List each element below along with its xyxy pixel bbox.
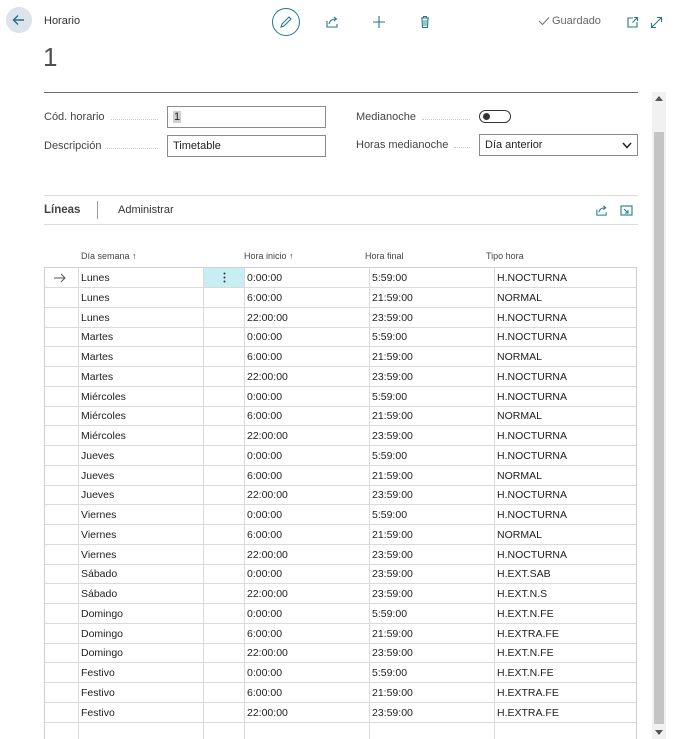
tipo-hora-cell[interactable]: H.NOCTURNA xyxy=(497,548,567,561)
trash-icon xyxy=(418,15,432,29)
lines-share-button[interactable] xyxy=(592,201,610,219)
codigo-horario-field[interactable] xyxy=(167,106,326,128)
hora-inicio-cell[interactable]: 22:00:00 xyxy=(247,588,288,600)
col-header-dia-semana[interactable]: Día semana ↑ xyxy=(81,251,137,261)
table-row[interactable] xyxy=(45,643,637,663)
dia-semana-cell[interactable]: Miércoles xyxy=(81,390,126,403)
tipo-hora-cell[interactable]: H.EXTRA.FE xyxy=(497,686,559,699)
hora-inicio-cell[interactable]: 22:00:00 xyxy=(247,430,288,442)
table-row[interactable] xyxy=(45,406,637,426)
table-row[interactable] xyxy=(45,683,637,703)
table-row[interactable] xyxy=(45,525,637,545)
medianoche-label xyxy=(356,111,476,123)
hora-inicio-cell[interactable]: 0:00:00 xyxy=(247,568,283,581)
col-header-tipo-hora[interactable]: Tipo hora xyxy=(486,251,524,261)
empty-new-row[interactable] xyxy=(45,722,637,739)
lines-action-separator xyxy=(97,201,98,219)
hora-final-cell[interactable]: 23:59:00 xyxy=(372,706,413,719)
leader-dots xyxy=(111,119,158,120)
hora-inicio-cell[interactable]: 22:00:00 xyxy=(247,489,288,502)
dia-semana-cell[interactable]: Viernes xyxy=(81,528,117,541)
tipo-hora-cell[interactable]: H.NOCTURNA xyxy=(497,489,567,502)
hora-final-cell[interactable]: 21:59:00 xyxy=(372,528,413,541)
caret-up-icon xyxy=(655,95,663,101)
dia-semana-cell[interactable]: Viernes xyxy=(81,548,117,561)
medianoche-toggle[interactable] xyxy=(479,110,511,123)
table-row[interactable] xyxy=(45,308,637,328)
header-divider xyxy=(44,92,638,93)
tipo-hora-cell[interactable]: H.EXT.N.FE xyxy=(497,667,554,679)
dia-semana-cell[interactable]: Lunes xyxy=(81,311,110,324)
table-row[interactable] xyxy=(45,485,637,505)
hora-final-cell[interactable]: 23:59:00 xyxy=(372,489,413,502)
dia-semana-cell[interactable]: Domingo xyxy=(81,647,124,660)
dia-semana-cell[interactable]: Festivo xyxy=(81,667,115,679)
lines-top-divider xyxy=(44,195,638,196)
dia-semana-cell[interactable]: Martes xyxy=(81,331,114,344)
hora-final-cell[interactable]: 21:59:00 xyxy=(372,291,413,304)
dia-semana-cell[interactable]: Jueves xyxy=(81,469,115,482)
dia-semana-cell[interactable]: Jueves xyxy=(81,489,115,502)
hora-final-cell[interactable]: 5:59:00 xyxy=(372,449,408,462)
hora-inicio-cell[interactable]: 0:00:00 xyxy=(247,272,283,284)
expand-button[interactable] xyxy=(646,12,666,32)
table-row[interactable] xyxy=(45,703,637,723)
dia-semana-cell[interactable]: Lunes xyxy=(81,291,110,304)
col-header-hora-final[interactable]: Hora final xyxy=(365,251,404,261)
hora-final-cell[interactable]: 5:59:00 xyxy=(372,509,408,521)
lines-collapse-button[interactable] xyxy=(617,201,635,219)
codigo-horario-label-text: Cód. horario xyxy=(44,111,105,123)
hora-final-cell[interactable]: 21:59:00 xyxy=(372,469,413,482)
row-actions-menu-button[interactable] xyxy=(204,268,244,287)
hora-final-cell[interactable]: 23:59:00 xyxy=(372,548,413,561)
scrollbar-thumb[interactable] xyxy=(654,132,664,724)
lines-header-divider xyxy=(44,224,638,225)
hora-inicio-cell[interactable]: 22:00:00 xyxy=(247,370,288,383)
tipo-hora-cell[interactable]: NORMAL xyxy=(497,351,542,363)
tipo-hora-cell[interactable]: NORMAL xyxy=(497,528,542,541)
saved-label: Guardado xyxy=(552,15,601,27)
tipo-hora-cell[interactable]: H.NOCTURNA xyxy=(497,430,567,442)
table-row[interactable] xyxy=(45,624,637,644)
open-new-window-button[interactable] xyxy=(622,12,642,32)
tipo-hora-cell[interactable]: H.NOCTURNA xyxy=(497,272,567,284)
dia-semana-cell[interactable]: Lunes xyxy=(81,272,110,284)
hora-final-cell[interactable]: 21:59:00 xyxy=(372,627,413,640)
hora-inicio-cell[interactable]: 6:00:00 xyxy=(247,528,283,541)
hora-final-cell[interactable]: 21:59:00 xyxy=(372,686,413,699)
codigo-horario-label xyxy=(44,111,164,123)
tipo-hora-cell[interactable]: H.EXT.N.FE xyxy=(497,647,554,660)
hora-inicio-cell[interactable]: 6:00:00 xyxy=(247,410,283,423)
descripcion-label-text: Descripción xyxy=(44,140,102,152)
dia-semana-cell[interactable]: Jueves xyxy=(81,449,115,462)
dia-semana-cell[interactable]: Martes xyxy=(81,351,114,363)
hora-inicio-cell[interactable]: 22:00:00 xyxy=(247,548,288,561)
dia-semana-cell[interactable]: Miércoles xyxy=(81,430,126,442)
pencil-icon xyxy=(279,15,293,29)
tipo-hora-cell[interactable]: H.NOCTURNA xyxy=(497,449,567,462)
table-row[interactable] xyxy=(45,446,637,466)
table-row[interactable] xyxy=(45,545,637,565)
dia-semana-cell[interactable]: Domingo xyxy=(81,607,124,620)
table-row[interactable] xyxy=(45,327,637,347)
share-button[interactable] xyxy=(322,12,342,32)
hora-final-cell[interactable]: 23:59:00 xyxy=(372,311,413,324)
tipo-hora-cell[interactable]: H.EXT.N.FE xyxy=(497,607,554,620)
scroll-down-arrow[interactable] xyxy=(654,728,664,738)
edit-button[interactable] xyxy=(272,8,300,36)
horas-medianoche-label xyxy=(356,139,476,151)
table-row[interactable] xyxy=(45,466,637,486)
tipo-hora-cell[interactable]: NORMAL xyxy=(497,291,542,304)
hora-inicio-cell[interactable]: 6:00:00 xyxy=(247,686,283,699)
hora-final-cell[interactable]: 5:59:00 xyxy=(372,667,408,679)
more-vertical-icon xyxy=(223,272,226,283)
dia-semana-cell[interactable]: Festivo xyxy=(81,706,115,719)
saved-status xyxy=(538,15,601,27)
tipo-hora-cell[interactable]: H.EXT.N.S xyxy=(497,588,548,600)
table-row[interactable] xyxy=(45,387,637,407)
plus-icon xyxy=(372,15,386,29)
toggle-knob xyxy=(483,113,490,120)
hora-final-cell[interactable]: 5:59:00 xyxy=(372,331,408,344)
tipo-hora-cell[interactable]: NORMAL xyxy=(497,410,542,423)
table-row[interactable] xyxy=(45,347,637,367)
table-row[interactable] xyxy=(45,268,637,288)
hora-inicio-cell[interactable]: 0:00:00 xyxy=(247,607,283,620)
table-row[interactable] xyxy=(45,663,637,683)
collapse-icon xyxy=(620,204,633,217)
hora-final-cell[interactable]: 23:59:00 xyxy=(372,647,413,660)
hora-inicio-cell[interactable]: 22:00:00 xyxy=(247,706,288,719)
hora-inicio-cell[interactable]: 22:00:00 xyxy=(247,311,288,324)
hora-inicio-cell[interactable]: 6:00:00 xyxy=(247,351,283,363)
hora-inicio-cell[interactable]: 6:00:00 xyxy=(247,469,283,482)
tipo-hora-cell[interactable]: H.NOCTURNA xyxy=(497,331,567,344)
codigo-horario-value: 1 xyxy=(174,111,181,123)
share-icon xyxy=(325,15,339,29)
tipo-hora-cell[interactable]: H.EXTRA.FE xyxy=(497,627,559,640)
hora-final-cell[interactable]: 23:59:00 xyxy=(372,588,413,600)
tipo-hora-cell[interactable]: H.NOCTURNA xyxy=(497,509,567,521)
hora-inicio-cell[interactable]: 6:00:00 xyxy=(247,627,283,640)
hora-final-cell[interactable]: 5:59:00 xyxy=(372,390,408,403)
lines-grid xyxy=(44,267,637,739)
table-row[interactable] xyxy=(45,505,637,525)
table-row[interactable] xyxy=(45,288,637,308)
hora-final-cell[interactable]: 5:59:00 xyxy=(372,607,408,620)
dia-semana-cell[interactable]: Martes xyxy=(81,370,114,383)
arrow-left-icon xyxy=(12,13,26,27)
table-row[interactable] xyxy=(45,426,637,446)
manage-action[interactable]: Administrar xyxy=(118,204,174,216)
horas-medianoche-value: Día anterior xyxy=(485,139,543,151)
hora-inicio-cell[interactable]: 6:00:00 xyxy=(247,291,283,304)
dia-semana-cell[interactable]: Miércoles xyxy=(81,410,126,423)
hora-inicio-cell[interactable]: 0:00:00 xyxy=(247,509,283,521)
descripcion-field[interactable] xyxy=(167,135,326,157)
tipo-hora-cell[interactable]: H.EXT.SAB xyxy=(497,568,551,581)
hora-inicio-cell[interactable]: 0:00:00 xyxy=(247,449,283,462)
caret-down-icon xyxy=(655,730,663,736)
delete-button[interactable] xyxy=(415,12,435,32)
expand-icon xyxy=(650,16,663,29)
leader-dots xyxy=(107,148,158,149)
medianoche-label-text: Medianoche xyxy=(356,111,416,123)
new-record-button[interactable] xyxy=(369,12,389,32)
leader-dots xyxy=(422,119,470,120)
table-row[interactable] xyxy=(45,564,637,584)
table-row[interactable] xyxy=(45,367,637,387)
scroll-up-arrow[interactable] xyxy=(654,93,664,103)
lines-title[interactable]: Líneas xyxy=(44,204,81,216)
tipo-hora-cell[interactable]: H.NOCTURNA xyxy=(497,311,567,324)
dia-semana-cell[interactable]: Viernes xyxy=(81,509,117,521)
dia-semana-cell[interactable]: Sábado xyxy=(81,588,118,600)
tipo-hora-cell[interactable]: H.NOCTURNA xyxy=(497,390,567,403)
table-row[interactable] xyxy=(45,584,637,604)
current-row-arrow-icon xyxy=(53,272,67,284)
hora-final-cell[interactable]: 5:59:00 xyxy=(372,272,408,284)
descripcion-value: Timetable xyxy=(173,140,221,152)
dia-semana-cell[interactable]: Domingo xyxy=(81,627,124,640)
hora-final-cell[interactable]: 21:59:00 xyxy=(372,410,413,423)
horas-medianoche-select[interactable] xyxy=(479,134,638,156)
hora-final-cell[interactable]: 21:59:00 xyxy=(372,351,413,363)
share-icon xyxy=(595,204,608,217)
dia-semana-cell[interactable]: Festivo xyxy=(81,686,115,699)
tipo-hora-cell[interactable]: NORMAL xyxy=(497,469,542,482)
tipo-hora-cell[interactable]: H.EXTRA.FE xyxy=(497,706,559,719)
hora-final-cell[interactable]: 23:59:00 xyxy=(372,370,413,383)
page-caption: Horario xyxy=(44,15,81,27)
leader-dots xyxy=(454,147,470,148)
record-title: 1 xyxy=(43,42,58,72)
open-in-new-window-icon xyxy=(626,16,639,29)
chevron-down-icon xyxy=(622,142,632,149)
checkmark-icon xyxy=(538,16,550,26)
tipo-hora-cell[interactable]: H.NOCTURNA xyxy=(497,370,567,383)
horas-medianoche-label-text: Horas medianoche xyxy=(356,139,449,151)
hora-inicio-cell[interactable]: 0:00:00 xyxy=(247,667,283,679)
dia-semana-cell[interactable]: Sábado xyxy=(81,568,118,581)
col-header-hora-inicio[interactable]: Hora inicio ↑ xyxy=(244,251,294,261)
hora-final-cell[interactable]: 23:59:00 xyxy=(372,568,413,581)
table-row[interactable] xyxy=(45,604,637,624)
back-button[interactable] xyxy=(6,7,32,33)
hora-inicio-cell[interactable]: 0:00:00 xyxy=(247,331,283,344)
descripcion-label xyxy=(44,140,164,152)
hora-inicio-cell[interactable]: 0:00:00 xyxy=(247,390,283,403)
hora-final-cell[interactable]: 23:59:00 xyxy=(372,430,413,442)
hora-inicio-cell[interactable]: 22:00:00 xyxy=(247,647,288,660)
